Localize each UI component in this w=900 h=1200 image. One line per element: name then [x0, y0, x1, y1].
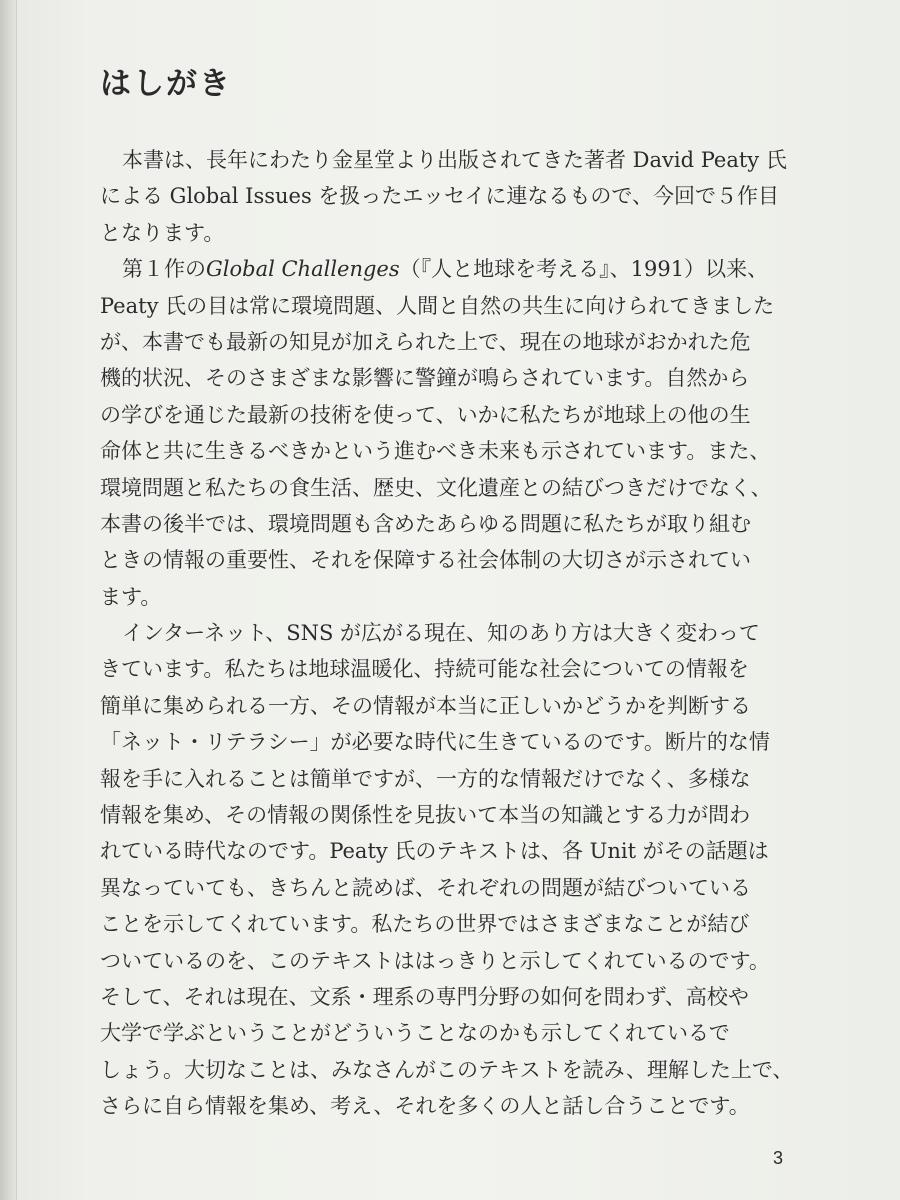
text-segment: （『人と地球を考える』、1991）以来、 [399, 257, 769, 282]
text-line: 異なっていても、きちんと読めば、それぞれの問題が結びついている [100, 875, 751, 900]
text-line: ます。 [100, 584, 162, 609]
book-title-italic: Global Challenges [206, 257, 400, 282]
text-line: ことを示してくれています。私たちの世界ではさまざまなことが結び [100, 912, 750, 937]
text-line: 機的状況、そのさまざまな影響に警鐘が鳴らされています。自然から [100, 366, 750, 391]
text-line [100, 251, 800, 287]
text-line: が、本書でも最新の知見が加えられた上で、現在の地球がおかれた危 [100, 329, 751, 354]
page-heading: はしがき [100, 66, 232, 102]
text-line: 情報を集め、その情報の関係性を見抜いて本当の知識とする力が問わ [100, 803, 751, 828]
text-line: 環境問題と私たちの食生活、歴史、文化遺産との結びつきだけでなく、 [100, 475, 772, 500]
text-line: ついているのを、このテキストははっきりと示してくれているのです。 [100, 948, 770, 973]
text-line: 本書は、長年にわたり金星堂より出版されてきた著者 David Peaty 氏 [122, 148, 787, 172]
text-segment: 第１作の [122, 257, 206, 282]
text-line: Peaty 氏の目は常に環境問題、人間と自然の共生に向けられてきました [100, 293, 775, 318]
text-line: きています。私たちは地球温暖化、持続可能な社会についての情報を [100, 657, 749, 682]
body-text [100, 142, 800, 1125]
text-line: 簡単に集められる一方、その情報が本当に正しいかどうかを判断する [100, 693, 751, 718]
page-number: 3 [773, 1148, 784, 1168]
text-line: ときの情報の重要性、それを保障する社会体制の大切さが示されてい [100, 548, 751, 573]
text-line: そして、それは現在、文系・理系の専門分野の如何を問わず、高校や [100, 984, 749, 1009]
text-line: れている時代なのです。Peaty 氏のテキストは、各 Unit がその話題は [100, 839, 769, 864]
text-line: インターネット、SNS が広がる現在、知のあり方は大きく変わって [122, 621, 760, 646]
page-gutter-edge [0, 0, 17, 1200]
text-line: による Global Issues を扱ったエッセイに連なるもので、今回で５作目 [100, 184, 779, 209]
text-line: 大学で学ぶということがどういうことなのかも示してくれているで [100, 1021, 730, 1046]
text-line: しょう。大切なことは、みなさんがこのテキストを読み、理解した上で、 [100, 1057, 794, 1082]
text-line: 命体と共に生きるべきかという進むべき未来も示されています。また、 [100, 439, 771, 464]
text-line: さらに自ら情報を集め、考え、それを多くの人と話し合うことです。 [100, 1094, 750, 1119]
text-line: の学びを通じた最新の技術を使って、いかに私たちが地球上の他の生 [100, 402, 751, 427]
text-line: 「ネット・リテラシー」が必要な時代に生きているのです。断片的な情 [100, 730, 770, 755]
text-line: 報を手に入れることは簡単ですが、一方的な情報だけでなく、多様な [100, 766, 751, 791]
text-line: 本書の後半では、環境問題も含めたあらゆる問題に私たちが取り組む [100, 511, 751, 536]
text-line: となります。 [100, 220, 225, 245]
